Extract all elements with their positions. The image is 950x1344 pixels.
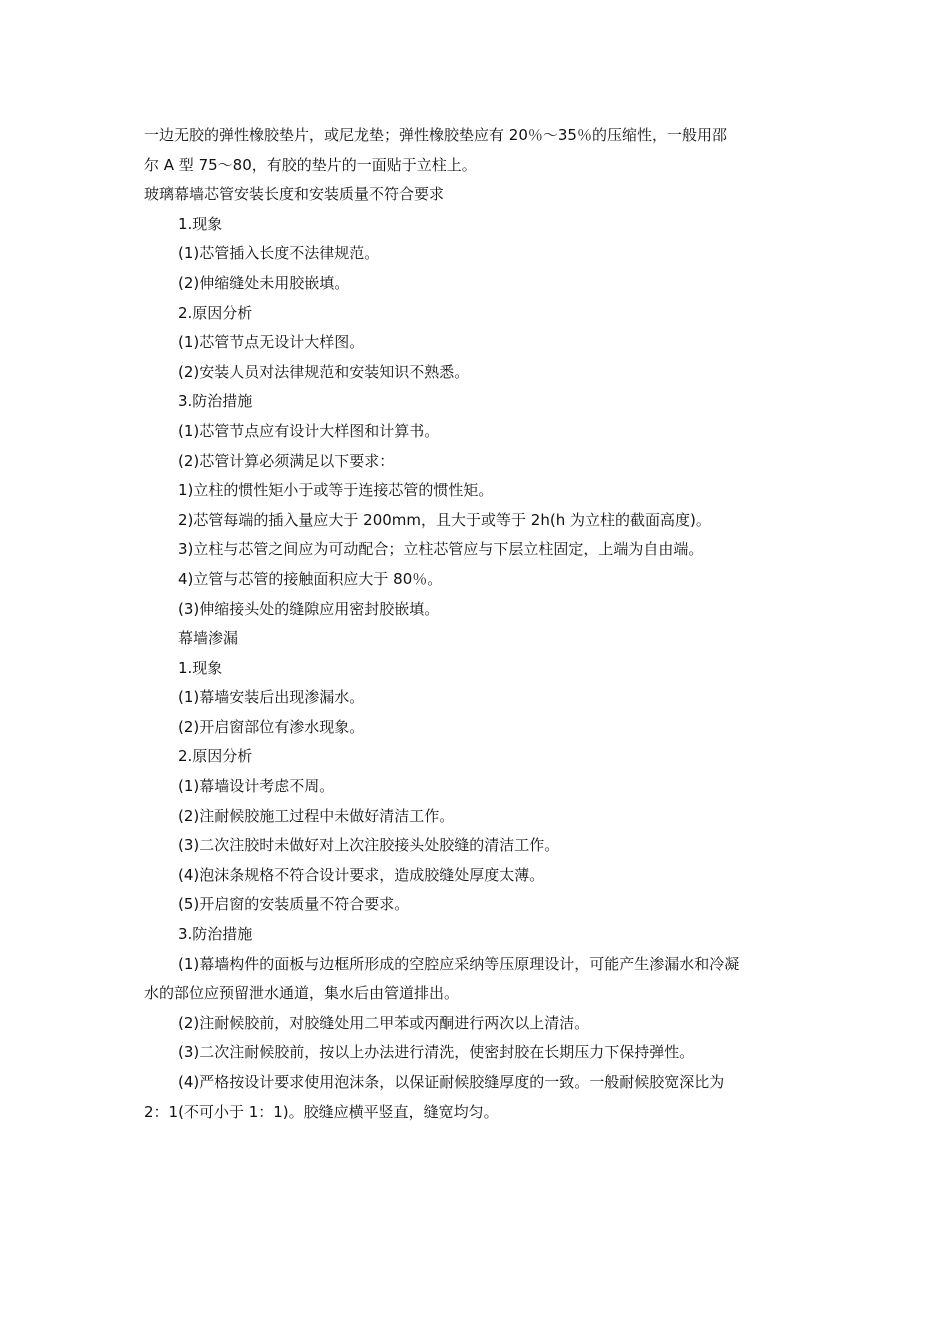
text-line: 2.原因分析 <box>178 303 253 322</box>
text-line: (2)开启窗部位有渗水现象。 <box>178 717 365 736</box>
text-line: 水的部位应预留泄水通道，集水后由管道排出。 <box>144 984 460 1003</box>
text-line: (3)二次注耐候胶前，按以上办法进行清洗，使密封胶在长期压力下保持弹性。 <box>178 1043 695 1062</box>
text-line: (1)幕墙构件的面板与边框所形成的空腔应采纳等压原理设计，可能产生渗漏水和冷凝 <box>178 954 740 973</box>
text-line: (4)泡沫条规格不符合设计要求，造成胶缝处厚度太薄。 <box>178 865 545 884</box>
text-line: (1)芯管节点应有设计大样图和计算书。 <box>178 421 440 440</box>
text-line: 3)立柱与芯管之间应为可动配合；立柱芯管应与下层立柱固定，上端为自由端。 <box>178 540 704 559</box>
text-line: (1)芯管插入长度不法律规范。 <box>178 244 380 263</box>
text-line: (3)二次注胶时未做好对上次注胶接头处胶缝的清洁工作。 <box>178 836 560 855</box>
text-line: (2)芯管计算必须满足以下要求： <box>178 451 395 470</box>
text-line: 4)立管与芯管的接触面积应大于 80％。 <box>178 569 443 588</box>
document-body <box>144 121 808 1127</box>
text-line: 尔 A 型 75～80，有胶的垫片的一面贴于立柱上。 <box>144 155 477 174</box>
text-line: 幕墙渗漏 <box>178 629 239 648</box>
text-line: 2)芯管每端的插入量应大于 200mm，且大于或等于 2h(h 为立柱的截面高度)。 <box>178 510 711 529</box>
text-line: (1)芯管节点无设计大样图。 <box>178 333 365 352</box>
text-line: 3.防治措施 <box>178 925 253 944</box>
text-line: (2)伸缩缝处未用胶嵌填。 <box>178 273 350 292</box>
text-line: 2.原因分析 <box>178 747 253 766</box>
text-line: (1)幕墙安装后出现渗漏水。 <box>178 688 365 707</box>
text-line: 玻璃幕墙芯管安装长度和安装质量不符合要求 <box>144 185 445 204</box>
text-line: 1.现象 <box>178 214 223 233</box>
text-line: (2)注耐候胶施工过程中未做好清洁工作。 <box>178 806 455 825</box>
text-line: 2：1(不可小于 1：1)。胶缝应横平竖直，缝宽均匀。 <box>144 1102 499 1121</box>
text-line: (2)安装人员对法律规范和安装知识不熟悉。 <box>178 362 470 381</box>
text-line: (5)开启窗的安装质量不符合要求。 <box>178 895 410 914</box>
text-line: 1.现象 <box>178 658 223 677</box>
text-line: (1)幕墙设计考虑不周。 <box>178 777 335 796</box>
text-line: 3.防治措施 <box>178 392 253 411</box>
text-line: (4)严格按设计要求使用泡沫条，以保证耐候胶缝厚度的一致。一般耐候胶宽深比为 <box>178 1073 725 1091</box>
text-line: (3)伸缩接头处的缝隙应用密封胶嵌填。 <box>178 599 440 618</box>
text-line: 一边无胶的弹性橡胶垫片，或尼龙垫；弹性橡胶垫应有 20％～35％的压缩性，一般用邵 <box>144 126 727 144</box>
text-line: 1)立柱的惯性矩小于或等于连接芯管的惯性矩。 <box>178 481 494 500</box>
text-line: (2)注耐候胶前，对胶缝处用二甲苯或丙酮进行两次以上清洁。 <box>178 1013 590 1032</box>
